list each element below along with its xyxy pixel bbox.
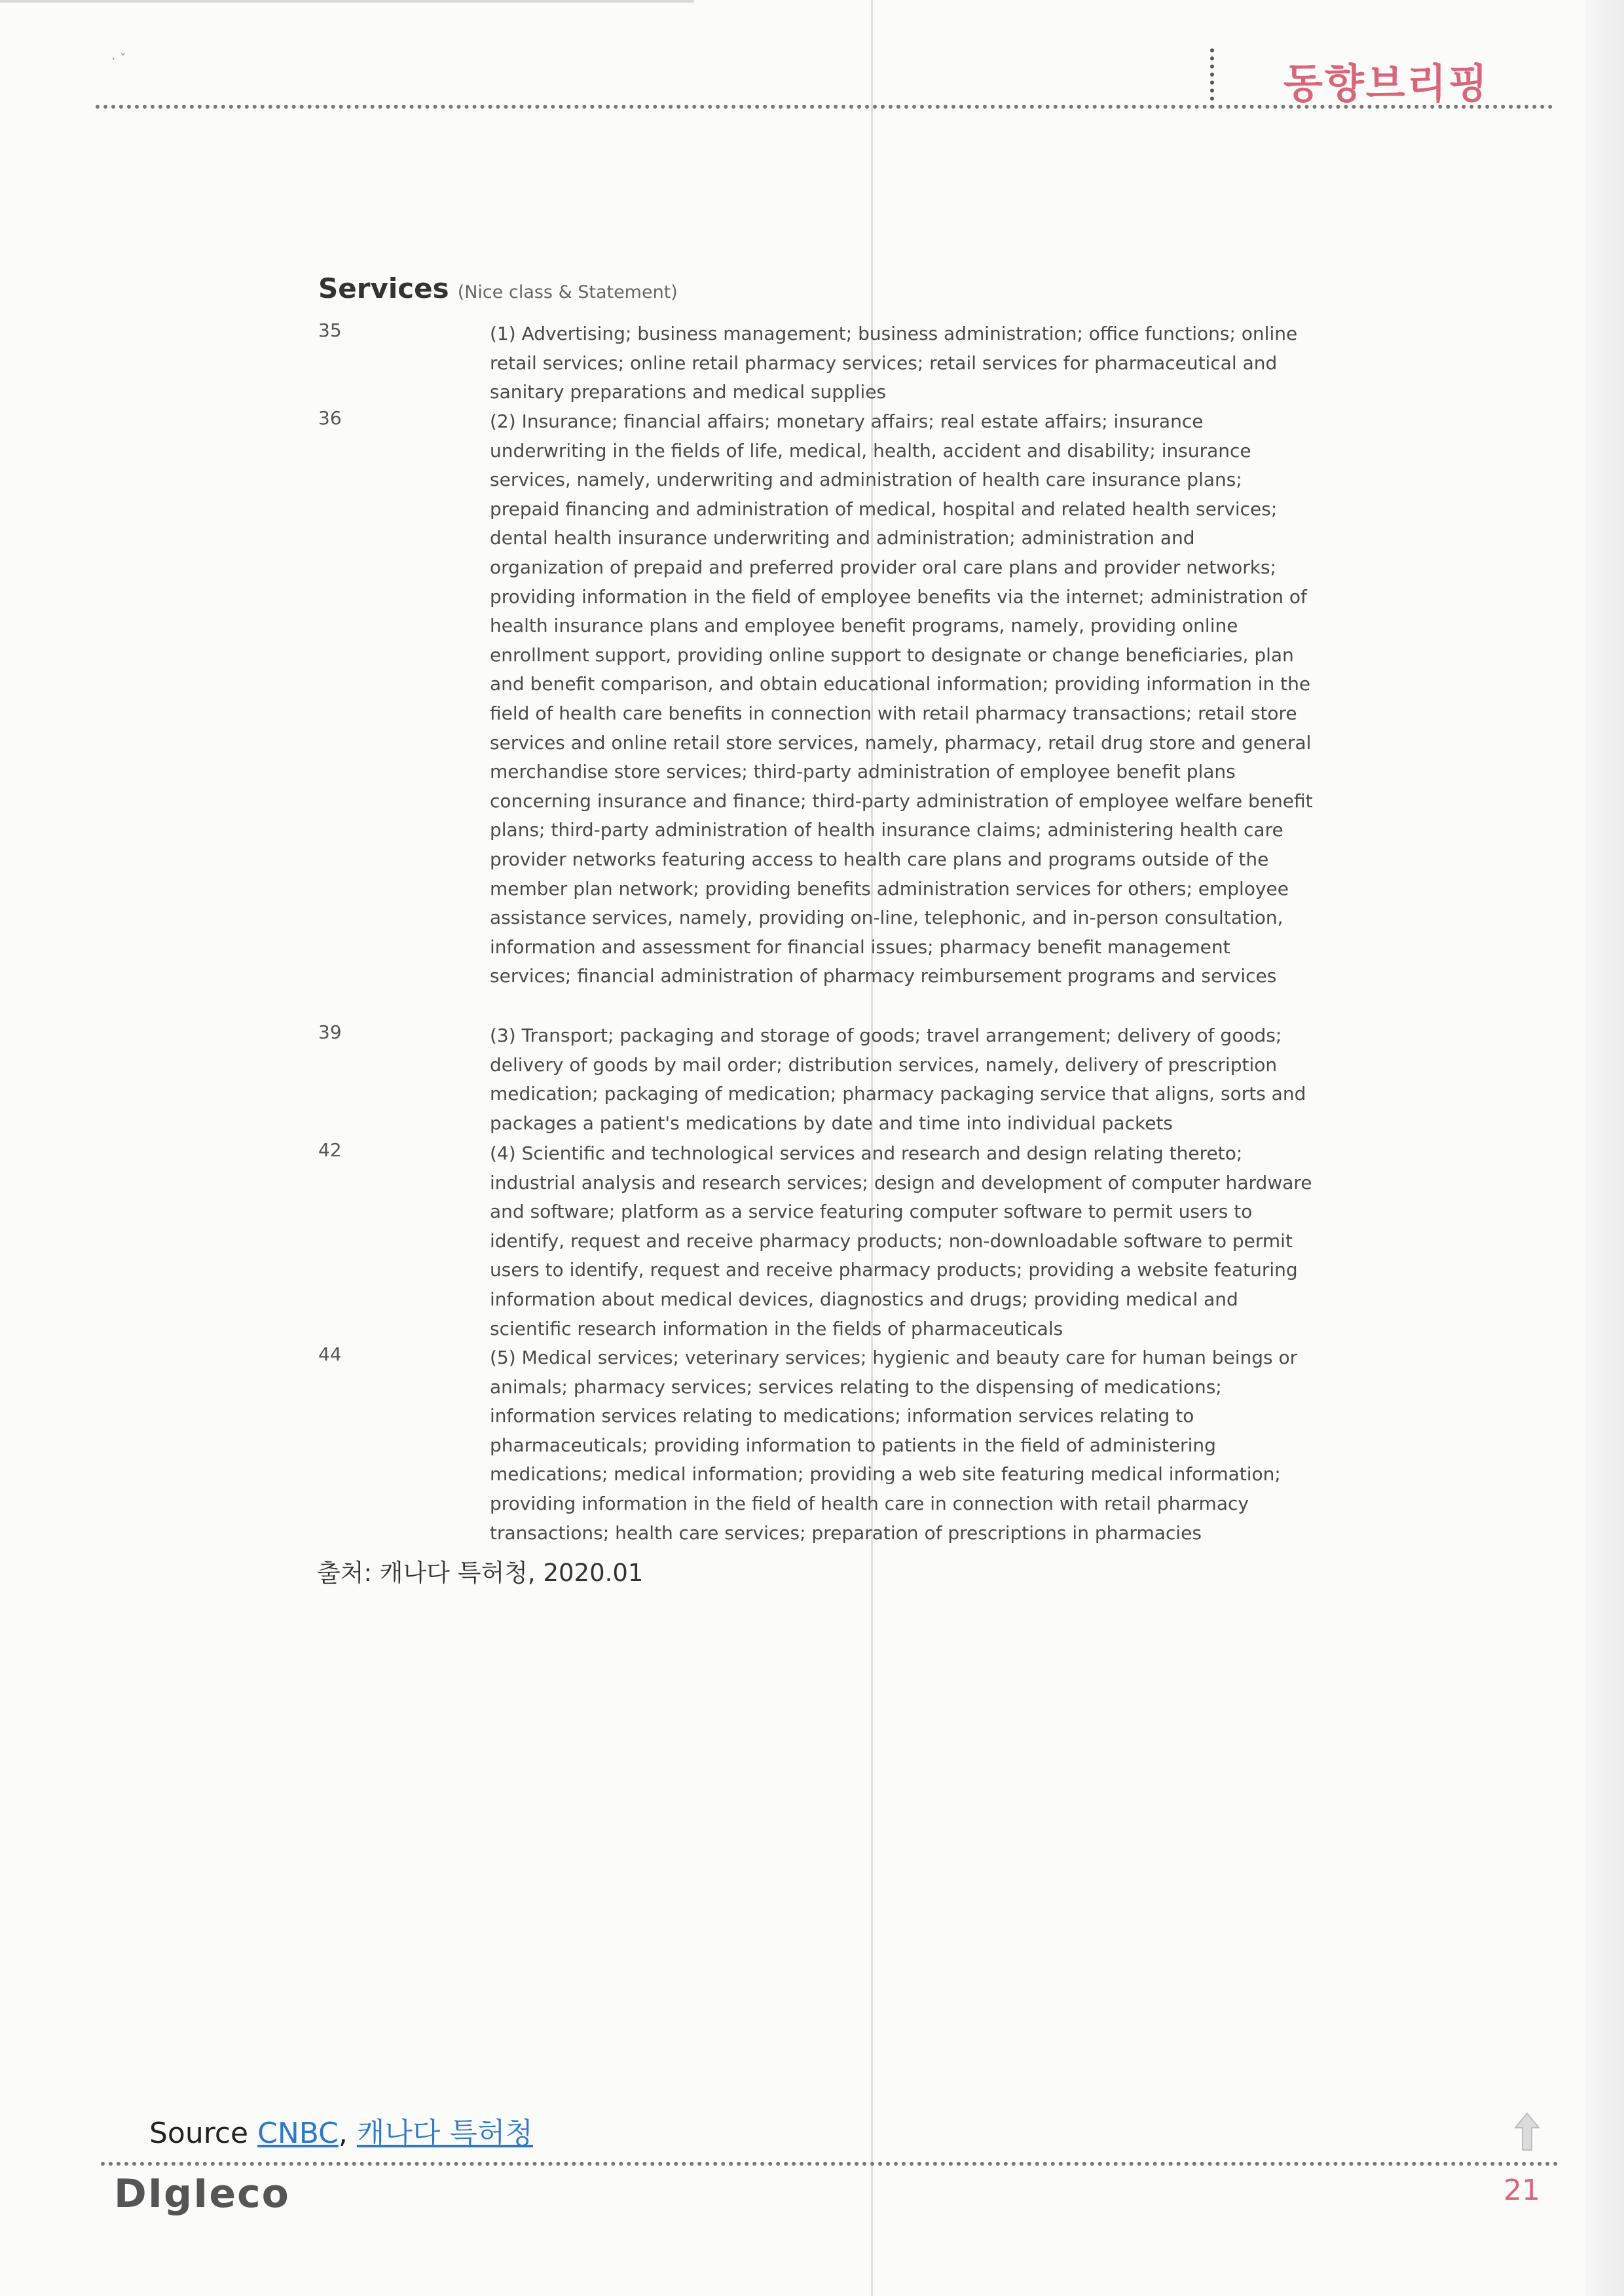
header-title: 동향브리핑 — [1283, 60, 1490, 107]
services-heading — [318, 272, 678, 304]
class-statement: (4) Scientific and technological services and research and design relating thereto; industrial analysis and research services; design and development of computer hardware and software; platform as a service featuring computer software to permit users to identify, request and receive pharmacy products; non-downloadable software to permit users to identify, request and receive pharmacy products; providing a website featuring information about medical devices, diagnostics and drugs; providing medical and scientific research information in the fields of pharmaceuticals — [490, 1142, 1312, 1339]
services-subtitle: (Nice class & Statement) — [457, 282, 678, 302]
services-title: Services — [318, 272, 449, 304]
class-statement: (5) Medical services; veterinary services; hygienic and beauty care for human beings or animals; pharmacy services; services relating to the dispensing of medications; information services relating to medications; information services relating to pharmaceuticals; providing information to patients in the field of administering medications; medical information; providing a web site featuring medical information; providing information in the field of health care in connection with retail pharmacy transactions; health care services; preparation of prescriptions in pharmacies — [490, 1347, 1298, 1544]
digieco-logo: DIgIeco — [114, 2171, 290, 2217]
up-arrow-icon[interactable] — [1514, 2112, 1540, 2151]
class-number: 42 — [318, 1139, 342, 1161]
footer-source-label: Source — [149, 2117, 258, 2150]
class-number: 39 — [318, 1021, 342, 1043]
scan-edge-right — [1585, 0, 1624, 2296]
source-link-cipo[interactable]: 캐나다 특허청 — [356, 2117, 533, 2150]
footer-source — [149, 2109, 533, 2151]
class-statement: (1) Advertising; business management; business administration; office functions; online retail services; online retail pharmacy services; retail services for pharmaceutical and sanitary preparations and medical supplies — [490, 323, 1298, 403]
class-number: 36 — [318, 407, 342, 429]
scan-specks: · ˇ — [111, 51, 126, 67]
source-link-cnbc[interactable]: CNBC — [257, 2117, 339, 2150]
header-vertical-divider — [1210, 48, 1214, 109]
class-number: 35 — [318, 319, 342, 341]
korean-source-note: 출처: 캐나다 특허청, 2020.01 — [317, 1559, 644, 1587]
page-number: 21 — [1504, 2174, 1540, 2207]
footer-source-separator: , — [338, 2117, 357, 2150]
scan-edge-top — [0, 0, 694, 3]
class-statement: (3) Transport; packaging and storage of goods; travel arrangement; delivery of goods; delivery of goods by mail order; distribution services, namely, delivery of prescription medication; packaging of medication; pharmacy packaging service that aligns, sorts and packages a patient's medications by date and time into individual packets — [490, 1025, 1306, 1134]
class-statement: (2) Insurance; financial affairs; monetary affairs; real estate affairs; insurance underwriting in the fields of life, medical, health, accident and disability; insurance services, namely, underwriting and administration of health care insurance plans; prepaid financing and administration of medical, hospital and related health services; dental health insurance underwriting and administration; administration and organization of prepaid and preferred provider oral care plans and provider networks; providing information in the field of employee benefits via the internet; administration of health insurance plans and employee benefit programs, namely, providing online enrollment support, providing online support to designate or change beneficiaries, plan and benefit comparison, and obtain educational information; providing information in the field of health care benefits in connection with retail pharmacy transactions; retail store services and online retail store services, namely, pharmacy, retail drug store and general merchandise store services; third-party administration of employee benefit plans concerning insurance and finance; third-party administration of employee welfare benefit plans; third-party administration of health insurance claims; administering health care provider networks featuring access to health care plans and programs outside of the member plan network; providing benefits administration services for others; employee assistance services, namely, providing on-line, telephonic, and in-person consultation, information and assessment for financial issues; pharmacy benefit management services; financial administration of pharmacy reimbursement programs and services — [490, 410, 1313, 987]
class-number: 44 — [318, 1343, 342, 1365]
header-dotted-rule — [96, 105, 1553, 109]
footer-dotted-rule — [101, 2162, 1559, 2166]
